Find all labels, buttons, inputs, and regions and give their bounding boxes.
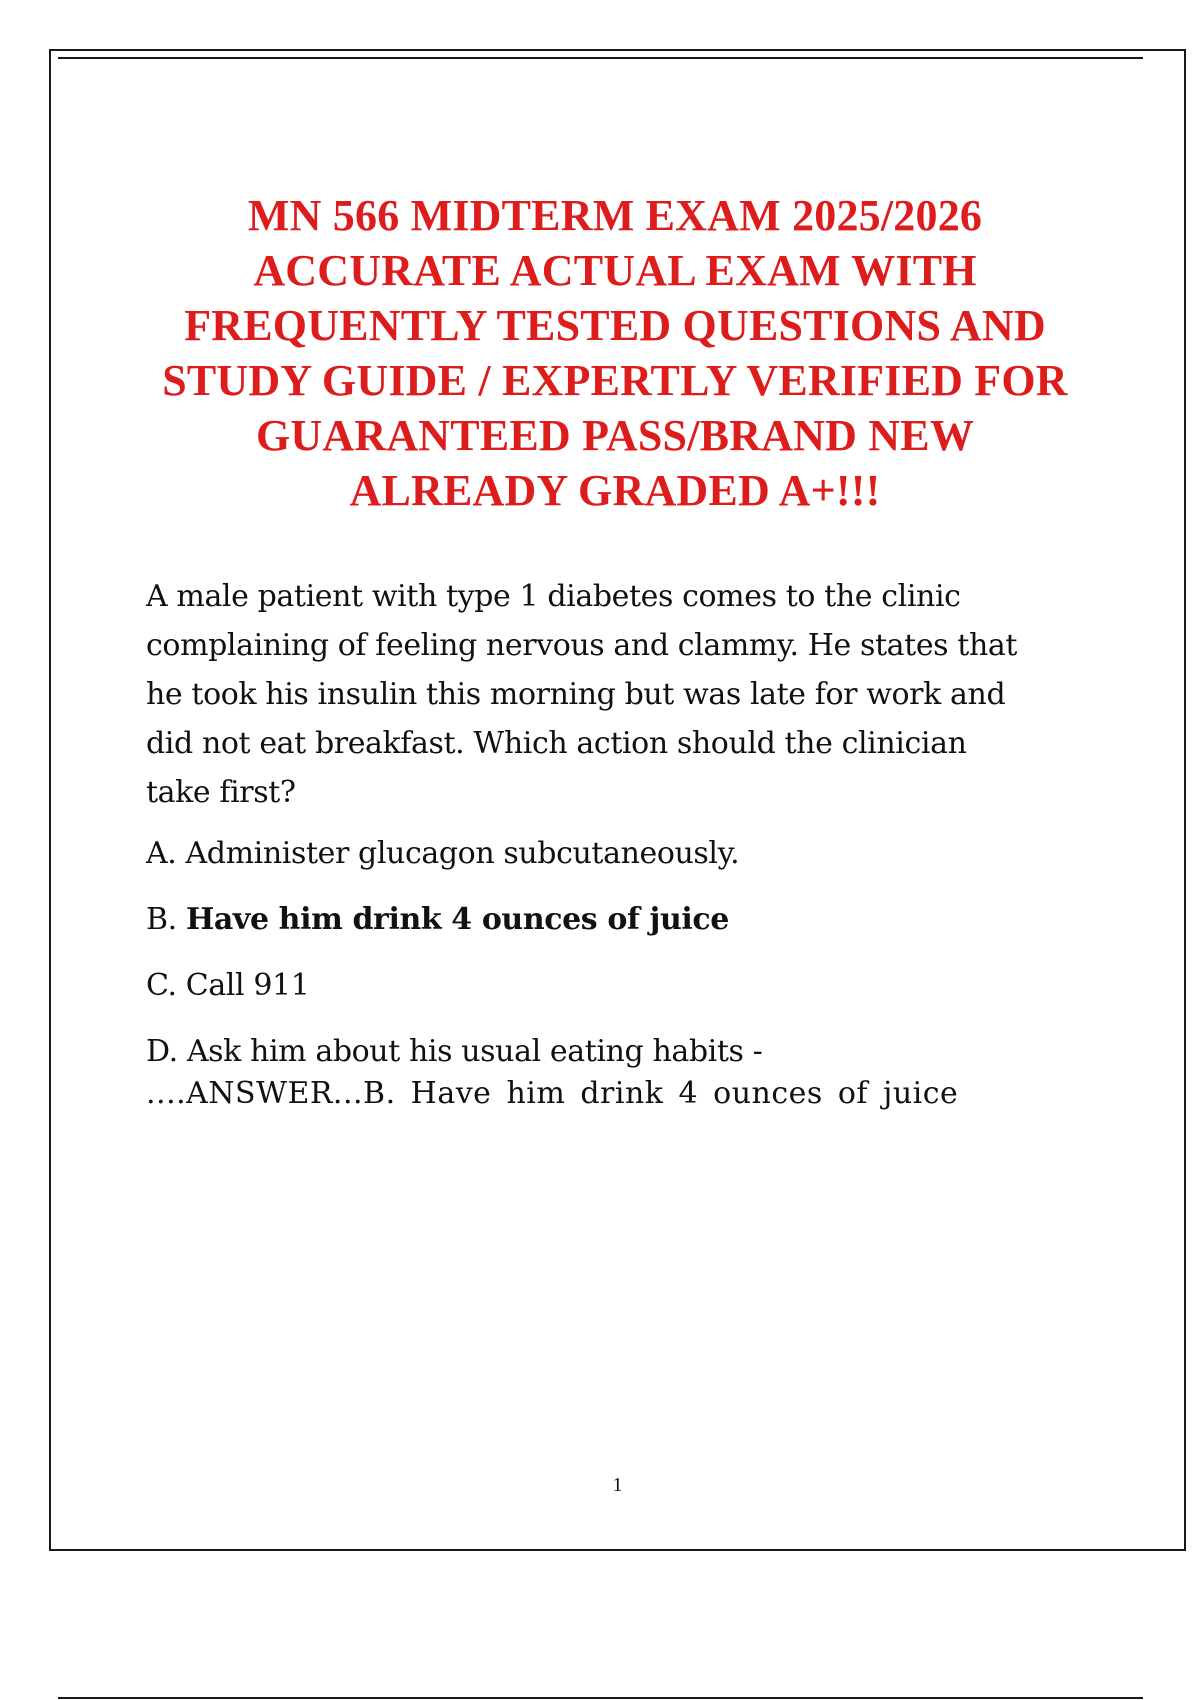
option-text: Administer glucagon subcutaneously. <box>185 836 740 871</box>
title-line: FREQUENTLY TESTED QUESTIONS AND <box>184 301 1046 350</box>
answer-line: ....ANSWER...B. Have him drink 4 ounces of juice <box>146 1076 959 1111</box>
page-number: 1 <box>612 1474 623 1496</box>
document-title <box>100 188 1130 518</box>
option-letter: D. <box>146 1034 178 1069</box>
title-line: ACCURATE ACTUAL EXAM WITH <box>253 246 977 295</box>
question-line: he took his insulin this morning but was late for work and <box>146 677 1006 712</box>
title-line: STUDY GUIDE / EXPERTLY VERIFIED FOR <box>162 356 1068 405</box>
question-block <box>146 572 1106 1116</box>
question-line: A male patient with type 1 diabetes comes to the clinic <box>146 579 961 614</box>
option-letter: C. <box>146 968 177 1003</box>
option-text: Have him drink 4 ounces of juice <box>185 902 729 937</box>
option-c <box>146 966 1106 1006</box>
option-a <box>146 834 1106 874</box>
option-text: Call 911 <box>185 968 310 1003</box>
top-rule <box>58 57 1143 59</box>
title-line: ALREADY GRADED A+!!! <box>349 466 881 515</box>
option-letter: A. <box>146 836 177 871</box>
option-letter: B. <box>146 902 177 937</box>
question-line: did not eat breakfast. Which action should the clinician <box>146 726 967 761</box>
question-line: take first? <box>146 775 296 810</box>
question-line: complaining of feeling nervous and clammy. He states that <box>146 628 1018 663</box>
option-text: Ask him about his usual eating habits - <box>186 1034 763 1069</box>
option-d <box>146 1032 1106 1072</box>
question-text <box>146 572 1106 817</box>
option-b <box>146 900 1106 940</box>
title-line: MN 566 MIDTERM EXAM 2025/2026 <box>247 191 983 240</box>
title-line: GUARANTEED PASS/BRAND NEW <box>255 411 975 460</box>
bottom-rule <box>58 1697 1143 1699</box>
